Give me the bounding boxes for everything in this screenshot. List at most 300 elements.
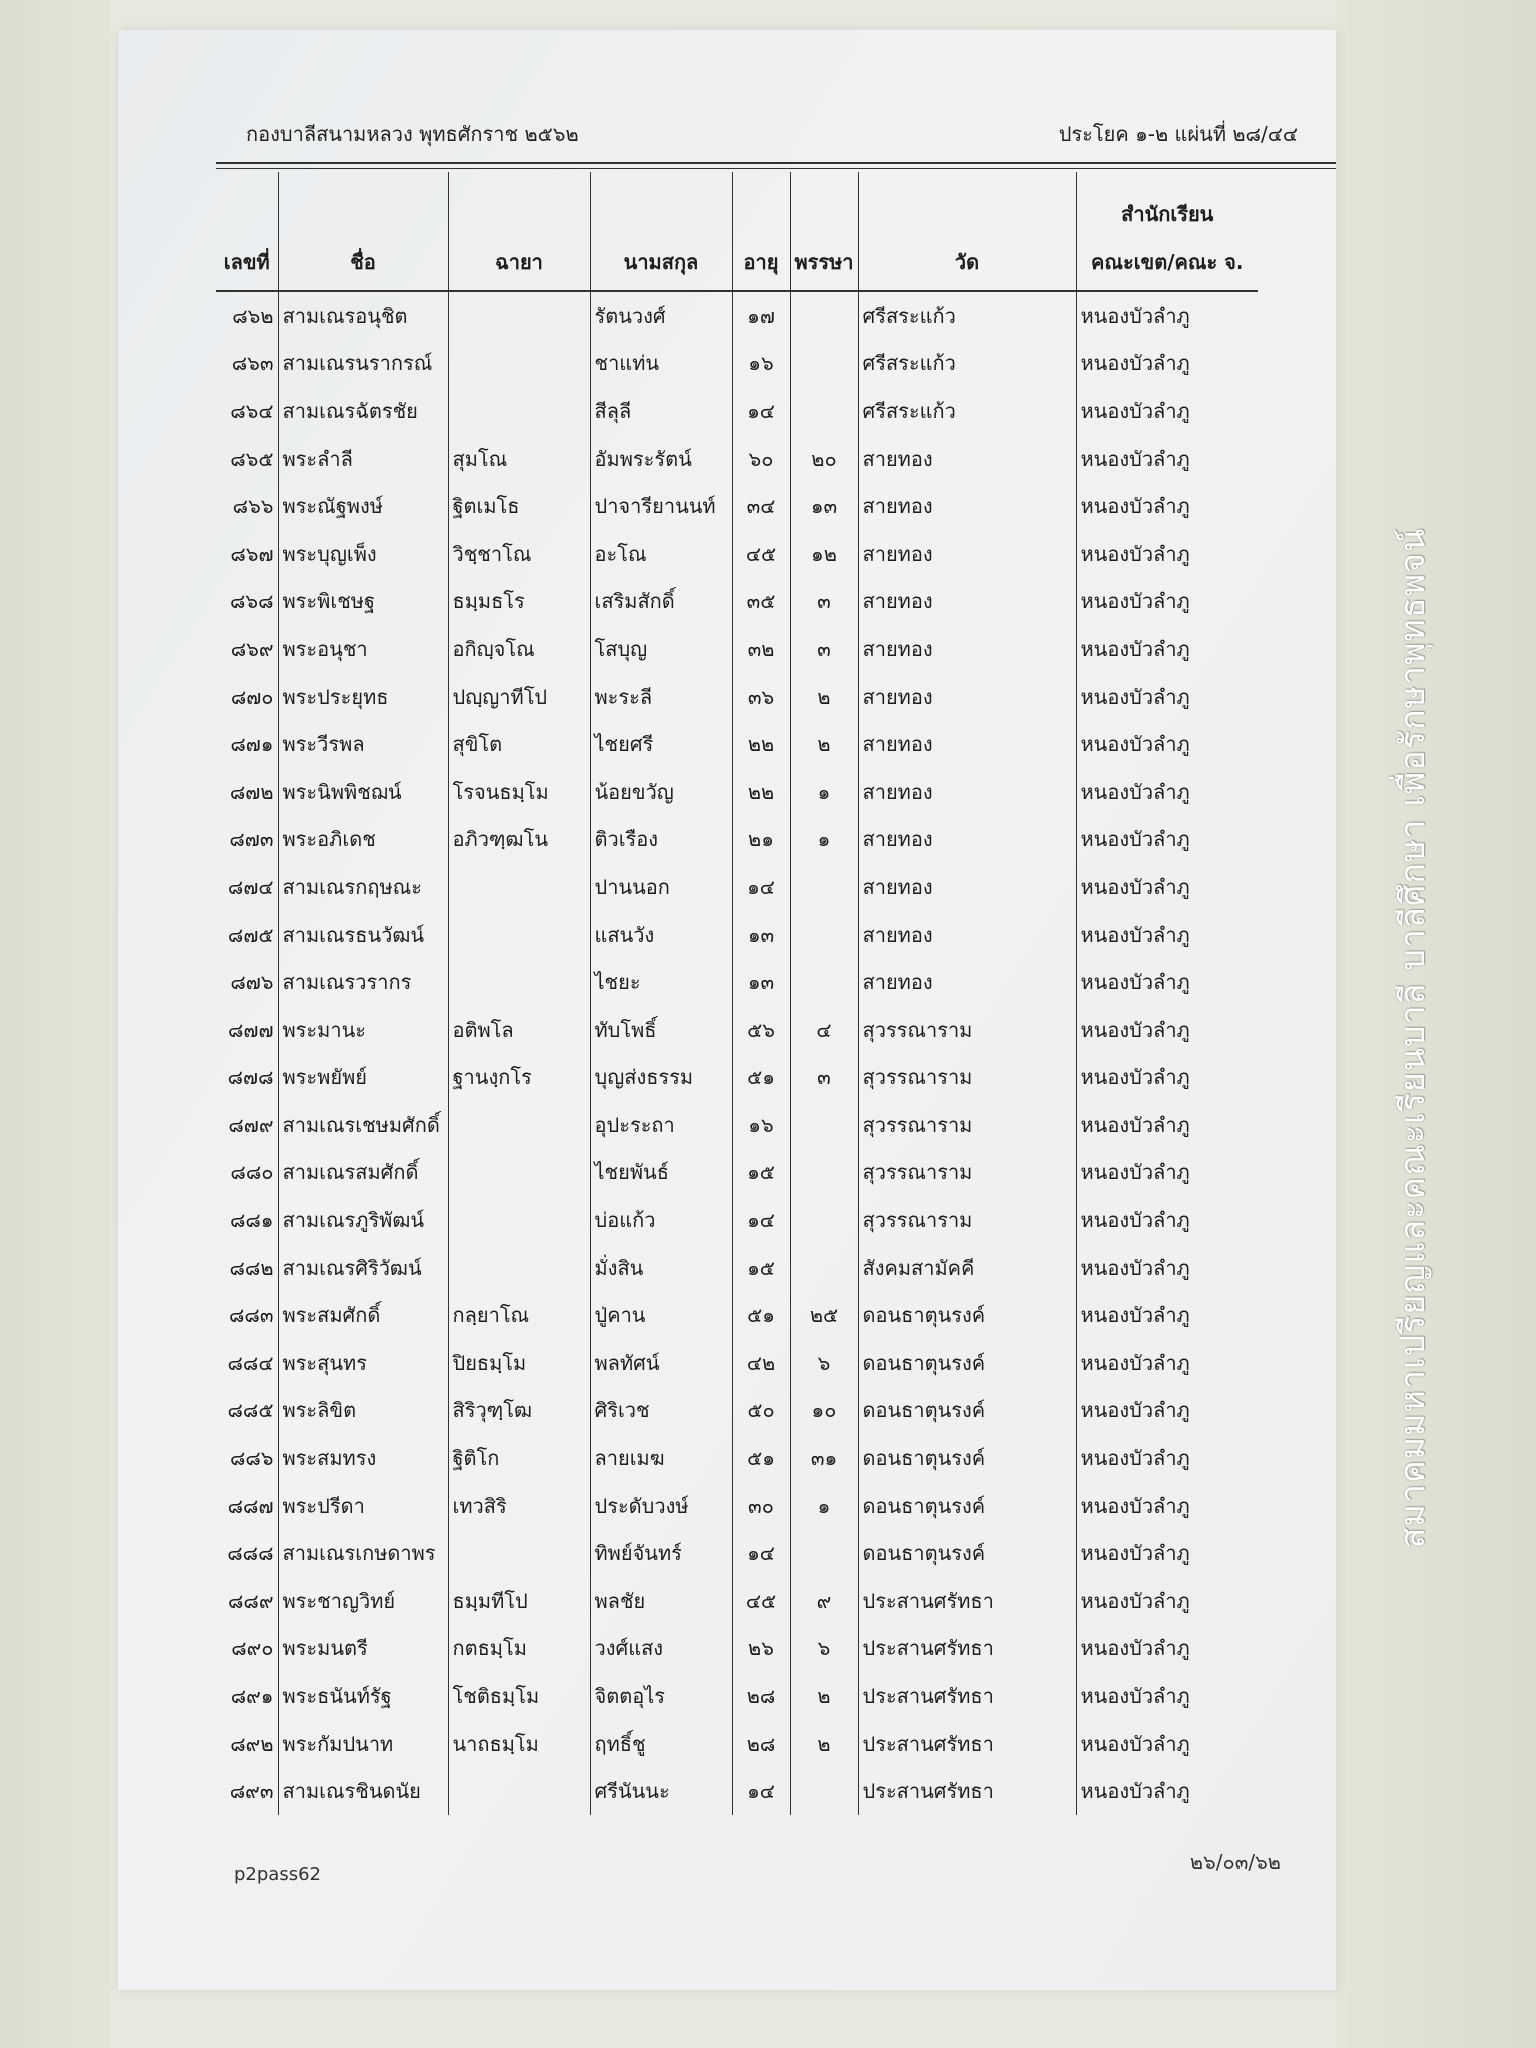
row-school: หนองบัวลำภู <box>1076 1101 1258 1149</box>
row-age: ๒๑ <box>732 816 790 864</box>
row-rains <box>790 1767 858 1815</box>
row-number: ๘๖๘ <box>229 589 274 614</box>
row-rains: ๑ <box>790 816 858 864</box>
row-monastic-name: ปญฺญาทีโป <box>448 673 590 721</box>
row-school: หนองบัวลำภู <box>1076 816 1258 864</box>
header-level-page: ประโยค ๑-๒ แผ่นที่ ๒๘/๔๔ <box>1058 122 1298 146</box>
table-row <box>216 1006 1258 1054</box>
row-rains: ๒ <box>790 1720 858 1768</box>
row-rains <box>790 958 858 1006</box>
table-row <box>216 1196 1258 1244</box>
row-school: หนองบัวลำภู <box>1076 1339 1258 1387</box>
table-row <box>216 768 1258 816</box>
row-age: ๑๔ <box>732 387 790 435</box>
row-name: สามเณรกฤษณะ <box>278 863 448 911</box>
row-temple: ประสานศรัทธา <box>858 1767 1076 1815</box>
row-school: หนองบัวลำภู <box>1076 1291 1258 1339</box>
row-age: ๑๗ <box>732 291 790 340</box>
row-number: ๘๗๔ <box>227 874 274 899</box>
row-temple: ดอนธาตุนรงค์ <box>858 1387 1076 1435</box>
row-name: พระอภิเดช <box>278 816 448 864</box>
row-school: หนองบัวลำภู <box>1076 1006 1258 1054</box>
row-surname: ไชยศรี <box>590 720 732 768</box>
row-monastic-name <box>448 1101 590 1149</box>
row-rains <box>790 340 858 388</box>
row-name: พระพิเชษฐ <box>278 578 448 626</box>
row-school: หนองบัวลำภู <box>1076 435 1258 483</box>
row-temple: ประสานศรัทธา <box>858 1672 1076 1720</box>
row-name: พระลำลี <box>278 435 448 483</box>
row-school: หนองบัวลำภู <box>1076 1244 1258 1292</box>
row-surname: ประดับวงษ์ <box>590 1482 732 1530</box>
row-rains <box>790 291 858 340</box>
row-age: ๕๖ <box>732 1006 790 1054</box>
table-row <box>216 291 1258 340</box>
row-rains: ๔ <box>790 1006 858 1054</box>
table-row <box>216 673 1258 721</box>
table-row <box>216 1339 1258 1387</box>
row-rains: ๙ <box>790 1577 858 1625</box>
table-row <box>216 387 1258 435</box>
row-school: หนองบัวลำภู <box>1076 1767 1258 1815</box>
row-rains <box>790 1101 858 1149</box>
row-surname: ทิพย์จันทร์ <box>590 1529 732 1577</box>
row-rains: ๑ <box>790 1482 858 1530</box>
row-school: หนองบัวลำภู <box>1076 911 1258 959</box>
row-school: หนองบัวลำภู <box>1076 625 1258 673</box>
row-name: พระมานะ <box>278 1006 448 1054</box>
table-row <box>216 1720 1258 1768</box>
row-number: ๘๖๒ <box>232 303 274 328</box>
row-number: ๘๘๒ <box>229 1255 274 1280</box>
row-name: พระมนตรี <box>278 1625 448 1673</box>
row-number: ๘๖๙ <box>230 636 274 661</box>
row-surname: รัตนวงศ์ <box>590 291 732 340</box>
row-surname: สีลุลี <box>590 387 732 435</box>
row-school: หนองบัวลำภู <box>1076 340 1258 388</box>
row-age: ๒๖ <box>732 1625 790 1673</box>
row-school: หนองบัวลำภู <box>1076 1149 1258 1197</box>
row-rains: ๓ <box>790 625 858 673</box>
row-monastic-name: นาถธมฺโม <box>448 1720 590 1768</box>
row-name: สามเณรธนวัฒน์ <box>278 911 448 959</box>
row-rains <box>790 911 858 959</box>
table-row <box>216 720 1258 768</box>
row-number: ๘๗๒ <box>229 779 274 804</box>
row-surname: น้อยขวัญ <box>590 768 732 816</box>
table-row <box>216 1529 1258 1577</box>
row-monastic-name: วิชฺชาโณ <box>448 530 590 578</box>
row-age: ๔๒ <box>732 1339 790 1387</box>
row-temple: สายทอง <box>858 530 1076 578</box>
row-number: ๘๘๔ <box>227 1350 274 1375</box>
row-age: ๒๘ <box>732 1672 790 1720</box>
row-age: ๓๖ <box>732 673 790 721</box>
column-header-rains: พรรษา <box>790 172 858 291</box>
row-surname: ลายเมฆ <box>590 1434 732 1482</box>
row-temple: ประสานศรัทธา <box>858 1625 1076 1673</box>
row-monastic-name <box>448 863 590 911</box>
row-monastic-name: กลฺยาโณ <box>448 1291 590 1339</box>
row-surname: ปู่คาน <box>590 1291 732 1339</box>
row-rains: ๒ <box>790 1672 858 1720</box>
row-monastic-name: โรจนธมฺโม <box>448 768 590 816</box>
row-surname: ชาแท่น <box>590 340 732 388</box>
row-rains <box>790 1244 858 1292</box>
row-monastic-name: กตธมฺโม <box>448 1625 590 1673</box>
row-temple: สุวรรณาราม <box>858 1054 1076 1102</box>
row-number: ๘๙๑ <box>230 1684 274 1709</box>
row-school: หนองบัวลำภู <box>1076 768 1258 816</box>
row-monastic-name: โชติธมฺโม <box>448 1672 590 1720</box>
row-name: สามเณรฉัตรชัย <box>278 387 448 435</box>
row-age: ๓๒ <box>732 625 790 673</box>
row-temple: สายทอง <box>858 863 1076 911</box>
row-surname: เสริมสักดิ์ <box>590 578 732 626</box>
table-row <box>216 816 1258 864</box>
row-rains: ๒ <box>790 720 858 768</box>
column-header-temple: วัด <box>858 172 1076 291</box>
row-age: ๑๔ <box>732 1196 790 1244</box>
table-row <box>216 625 1258 673</box>
row-name: พระบุญเพ็ง <box>278 530 448 578</box>
column-header-district: คณะเขต/คณะ จ. <box>1091 250 1244 274</box>
row-name: พระสมทรง <box>278 1434 448 1482</box>
row-school: หนองบัวลำภู <box>1076 1672 1258 1720</box>
row-number: ๘๖๔ <box>230 398 274 423</box>
row-surname: ทับโพธิ์ <box>590 1006 732 1054</box>
row-temple: ดอนธาตุนรงค์ <box>858 1434 1076 1482</box>
row-temple: สายทอง <box>858 435 1076 483</box>
row-monastic-name <box>448 1196 590 1244</box>
row-school: หนองบัวลำภู <box>1076 1577 1258 1625</box>
row-rains <box>790 863 858 911</box>
row-rains: ๑๓ <box>790 482 858 530</box>
row-surname: พลชัย <box>590 1577 732 1625</box>
row-name: สามเณรศิริวัฒน์ <box>278 1244 448 1292</box>
watermark-text: สมาคมมหาเปรียญและคณะเรียนบาลี บาลีศึกษา เพื่อรักษาพุทธพจน์ <box>1393 527 1433 1549</box>
row-age: ๑๔ <box>732 1767 790 1815</box>
row-number: ๘๘๐ <box>230 1160 274 1185</box>
table-row <box>216 482 1258 530</box>
row-temple: สายทอง <box>858 578 1076 626</box>
row-number: ๘๗๓ <box>229 827 274 852</box>
row-monastic-name: เทวสิริ <box>448 1482 590 1530</box>
row-rains: ๑ <box>790 768 858 816</box>
row-surname: จิตตอุไร <box>590 1672 732 1720</box>
row-monastic-name: สิริวุฑฺโฒ <box>448 1387 590 1435</box>
row-name: พระนิพพิชฌน์ <box>278 768 448 816</box>
row-surname: วงศ์แสง <box>590 1625 732 1673</box>
row-surname: มั่งสิน <box>590 1244 732 1292</box>
row-name: สามเณรเชษมศักดิ์ <box>278 1101 448 1149</box>
table-row <box>216 911 1258 959</box>
row-age: ๖๐ <box>732 435 790 483</box>
footer-code: p2pass62 <box>234 1864 321 1885</box>
row-temple: สายทอง <box>858 482 1076 530</box>
row-number: ๘๘๕ <box>227 1398 274 1423</box>
row-temple: สุวรรณาราม <box>858 1101 1076 1149</box>
row-age: ๑๕ <box>732 1149 790 1197</box>
row-name: สามเณรวรากร <box>278 958 448 1006</box>
row-age: ๔๕ <box>732 1577 790 1625</box>
row-number: ๘๘๖ <box>229 1446 274 1471</box>
table-row <box>216 1291 1258 1339</box>
row-number: ๘๖๕ <box>230 446 274 471</box>
row-surname: แสนวัง <box>590 911 732 959</box>
column-header-name: ชื่อ <box>278 172 448 291</box>
row-temple: สุวรรณาราม <box>858 1006 1076 1054</box>
row-monastic-name: อภิวฑฺฒโน <box>448 816 590 864</box>
row-monastic-name: อกิญฺจโณ <box>448 625 590 673</box>
header-rule <box>216 162 1336 164</box>
table-row <box>216 530 1258 578</box>
row-monastic-name <box>448 958 590 1006</box>
row-temple: ดอนธาตุนรงค์ <box>858 1482 1076 1530</box>
row-number: ๘๗๙ <box>228 1112 274 1137</box>
row-surname: ติวเรือง <box>590 816 732 864</box>
row-temple: สายทอง <box>858 673 1076 721</box>
row-surname: ฤทธิ์ชู <box>590 1720 732 1768</box>
row-school: หนองบัวลำภู <box>1076 1529 1258 1577</box>
row-school: หนองบัวลำภู <box>1076 1196 1258 1244</box>
row-age: ๒๒ <box>732 768 790 816</box>
row-age: ๑๔ <box>732 863 790 911</box>
row-age: ๕๑ <box>732 1434 790 1482</box>
row-surname: อะโณ <box>590 530 732 578</box>
row-number: ๘๙๓ <box>229 1779 274 1804</box>
row-age: ๕๑ <box>732 1291 790 1339</box>
row-number: ๘๗๗ <box>227 1017 274 1042</box>
row-rains: ๖ <box>790 1625 858 1673</box>
row-temple: สุวรรณาราม <box>858 1149 1076 1197</box>
row-school: หนองบัวลำภู <box>1076 291 1258 340</box>
row-temple: สายทอง <box>858 911 1076 959</box>
row-name: สามเณรนรากรณ์ <box>278 340 448 388</box>
row-surname: อุปะระถา <box>590 1101 732 1149</box>
row-monastic-name <box>448 340 590 388</box>
row-temple: ประสานศรัทธา <box>858 1720 1076 1768</box>
row-name: พระอนุชา <box>278 625 448 673</box>
row-name: สามเณรอนุชิต <box>278 291 448 340</box>
row-number: ๘๗๘ <box>227 1065 274 1090</box>
row-age: ๕๑ <box>732 1054 790 1102</box>
row-surname: บุญส่งธรรม <box>590 1054 732 1102</box>
row-name: พระวีรพล <box>278 720 448 768</box>
row-rains <box>790 1529 858 1577</box>
row-surname: อัมพระรัตน์ <box>590 435 732 483</box>
row-name: พระธนันท์รัฐ <box>278 1672 448 1720</box>
column-header-surname: นามสกุล <box>590 172 732 291</box>
row-surname: ศรีนันนะ <box>590 1767 732 1815</box>
row-school: หนองบัวลำภู <box>1076 673 1258 721</box>
row-monastic-name: สุขิโต <box>448 720 590 768</box>
row-name: พระณัฐพงษ์ <box>278 482 448 530</box>
row-number: ๘๘๓ <box>228 1303 274 1328</box>
row-school: หนองบัวลำภู <box>1076 1625 1258 1673</box>
row-monastic-name <box>448 291 590 340</box>
row-name: สามเณรสมศักดิ์ <box>278 1149 448 1197</box>
row-surname: ศิริเวช <box>590 1387 732 1435</box>
row-temple: ศรีสระแก้ว <box>858 340 1076 388</box>
row-monastic-name: ปิยธมฺโม <box>448 1339 590 1387</box>
table-row <box>216 958 1258 1006</box>
row-temple: สายทอง <box>858 768 1076 816</box>
column-header-school-label: สำนักเรียน <box>1121 202 1214 226</box>
column-header-number: เลขที่ <box>216 172 278 291</box>
footer-date: ๒๖/๐๓/๖๒ <box>1189 1850 1281 1874</box>
table-row <box>216 340 1258 388</box>
row-monastic-name: ธมฺมทีโป <box>448 1577 590 1625</box>
photo-background-left <box>0 0 110 2048</box>
column-header-school <box>1076 172 1258 291</box>
row-number: ๘๘๑ <box>229 1208 274 1233</box>
row-monastic-name <box>448 1767 590 1815</box>
row-school: หนองบัวลำภู <box>1076 863 1258 911</box>
row-temple: ดอนธาตุนรงค์ <box>858 1529 1076 1577</box>
row-monastic-name <box>448 1529 590 1577</box>
row-name: พระกัมปนาท <box>278 1720 448 1768</box>
row-rains: ๒๐ <box>790 435 858 483</box>
row-temple: สายทอง <box>858 625 1076 673</box>
results-table <box>216 172 1258 1815</box>
row-age: ๑๓ <box>732 958 790 1006</box>
row-school: หนองบัวลำภู <box>1076 1482 1258 1530</box>
row-name: สามเณรภูริพัฒน์ <box>278 1196 448 1244</box>
header-rule-thin <box>216 168 1336 169</box>
row-monastic-name <box>448 911 590 959</box>
row-number: ๘๖๖ <box>232 494 274 519</box>
table-row <box>216 1434 1258 1482</box>
row-name: พระสมศักดิ์ <box>278 1291 448 1339</box>
row-age: ๕๐ <box>732 1387 790 1435</box>
row-surname: ปาจารียานนท์ <box>590 482 732 530</box>
row-temple: ศรีสระแก้ว <box>858 387 1076 435</box>
row-surname: บ่อแก้ว <box>590 1196 732 1244</box>
row-number: ๘๖๗ <box>230 541 274 566</box>
row-monastic-name <box>448 387 590 435</box>
row-number: ๘๙๐ <box>231 1636 274 1661</box>
row-monastic-name: สุมโณ <box>448 435 590 483</box>
row-rains: ๒ <box>790 673 858 721</box>
row-school: หนองบัวลำภู <box>1076 530 1258 578</box>
row-name: พระปรีดา <box>278 1482 448 1530</box>
table-row <box>216 1577 1258 1625</box>
row-rains: ๖ <box>790 1339 858 1387</box>
row-age: ๑๖ <box>732 1101 790 1149</box>
row-school: หนองบัวลำภู <box>1076 958 1258 1006</box>
row-surname: ไชยะ <box>590 958 732 1006</box>
row-age: ๔๕ <box>732 530 790 578</box>
row-temple: สุวรรณาราม <box>858 1196 1076 1244</box>
row-rains: ๑๒ <box>790 530 858 578</box>
row-age: ๒๒ <box>732 720 790 768</box>
row-age: ๒๘ <box>732 1720 790 1768</box>
row-name: พระชาญวิทย์ <box>278 1577 448 1625</box>
row-temple: สายทอง <box>858 720 1076 768</box>
row-school: หนองบัวลำภู <box>1076 482 1258 530</box>
table-row <box>216 1482 1258 1530</box>
table-row <box>216 863 1258 911</box>
row-number: ๘๘๘ <box>227 1541 274 1566</box>
row-school: หนองบัวลำภู <box>1076 1434 1258 1482</box>
row-name: พระพยัพย์ <box>278 1054 448 1102</box>
row-temple: ประสานศรัทธา <box>858 1577 1076 1625</box>
table-row <box>216 1149 1258 1197</box>
header-organization-year: กองบาลีสนามหลวง พุทธศักราช ๒๕๖๒ <box>246 122 579 146</box>
row-number: ๘๘๙ <box>227 1588 274 1613</box>
row-surname: พะระลี <box>590 673 732 721</box>
row-name: พระลิขิต <box>278 1387 448 1435</box>
table-row <box>216 1101 1258 1149</box>
row-school: หนองบัวลำภู <box>1076 1387 1258 1435</box>
table-row <box>216 1244 1258 1292</box>
row-rains <box>790 1196 858 1244</box>
row-age: ๓๐ <box>732 1482 790 1530</box>
row-number: ๘๗๖ <box>230 970 274 995</box>
row-age: ๓๕ <box>732 578 790 626</box>
row-temple: ดอนธาตุนรงค์ <box>858 1339 1076 1387</box>
row-rains: ๓๑ <box>790 1434 858 1482</box>
table-row <box>216 435 1258 483</box>
row-rains: ๓ <box>790 1054 858 1102</box>
row-number: ๘๗๕ <box>227 922 274 947</box>
row-monastic-name <box>448 1244 590 1292</box>
column-header-monastic-name: ฉายา <box>448 172 590 291</box>
table-row <box>216 578 1258 626</box>
row-monastic-name: ฐิติโก <box>448 1434 590 1482</box>
row-temple: ศรีสระแก้ว <box>858 291 1076 340</box>
row-monastic-name: ฐานงฺกโร <box>448 1054 590 1102</box>
table-row <box>216 1387 1258 1435</box>
row-surname: ไชยพันธ์ <box>590 1149 732 1197</box>
row-school: หนองบัวลำภู <box>1076 1054 1258 1102</box>
row-rains: ๒๕ <box>790 1291 858 1339</box>
document-sheet <box>118 30 1336 1990</box>
row-rains <box>790 1149 858 1197</box>
row-age: ๑๔ <box>732 1529 790 1577</box>
row-surname: โสบุญ <box>590 625 732 673</box>
row-number: ๘๖๓ <box>231 351 274 376</box>
row-age: ๑๓ <box>732 911 790 959</box>
row-temple: สายทอง <box>858 816 1076 864</box>
row-number: ๘๙๒ <box>230 1731 274 1756</box>
row-rains <box>790 387 858 435</box>
row-monastic-name: ธมฺมธโร <box>448 578 590 626</box>
row-monastic-name <box>448 1149 590 1197</box>
row-surname: ปานนอก <box>590 863 732 911</box>
row-number: ๘๗๐ <box>230 684 274 709</box>
table-header-row <box>216 172 1258 291</box>
table-row <box>216 1625 1258 1673</box>
row-temple: สายทอง <box>858 958 1076 1006</box>
row-surname: พลทัศน์ <box>590 1339 732 1387</box>
row-number: ๘๘๗ <box>227 1493 274 1518</box>
row-school: หนองบัวลำภู <box>1076 578 1258 626</box>
row-school: หนองบัวลำภู <box>1076 1720 1258 1768</box>
row-school: หนองบัวลำภู <box>1076 387 1258 435</box>
column-header-age: อายุ <box>732 172 790 291</box>
row-age: ๑๖ <box>732 340 790 388</box>
table-row <box>216 1672 1258 1720</box>
row-rains: ๓ <box>790 578 858 626</box>
row-age: ๓๔ <box>732 482 790 530</box>
row-number: ๘๗๑ <box>230 732 274 757</box>
row-school: หนองบัวลำภู <box>1076 720 1258 768</box>
row-monastic-name: อติพโล <box>448 1006 590 1054</box>
row-name: พระสุนทร <box>278 1339 448 1387</box>
row-name: สามเณรเกษดาพร <box>278 1529 448 1577</box>
